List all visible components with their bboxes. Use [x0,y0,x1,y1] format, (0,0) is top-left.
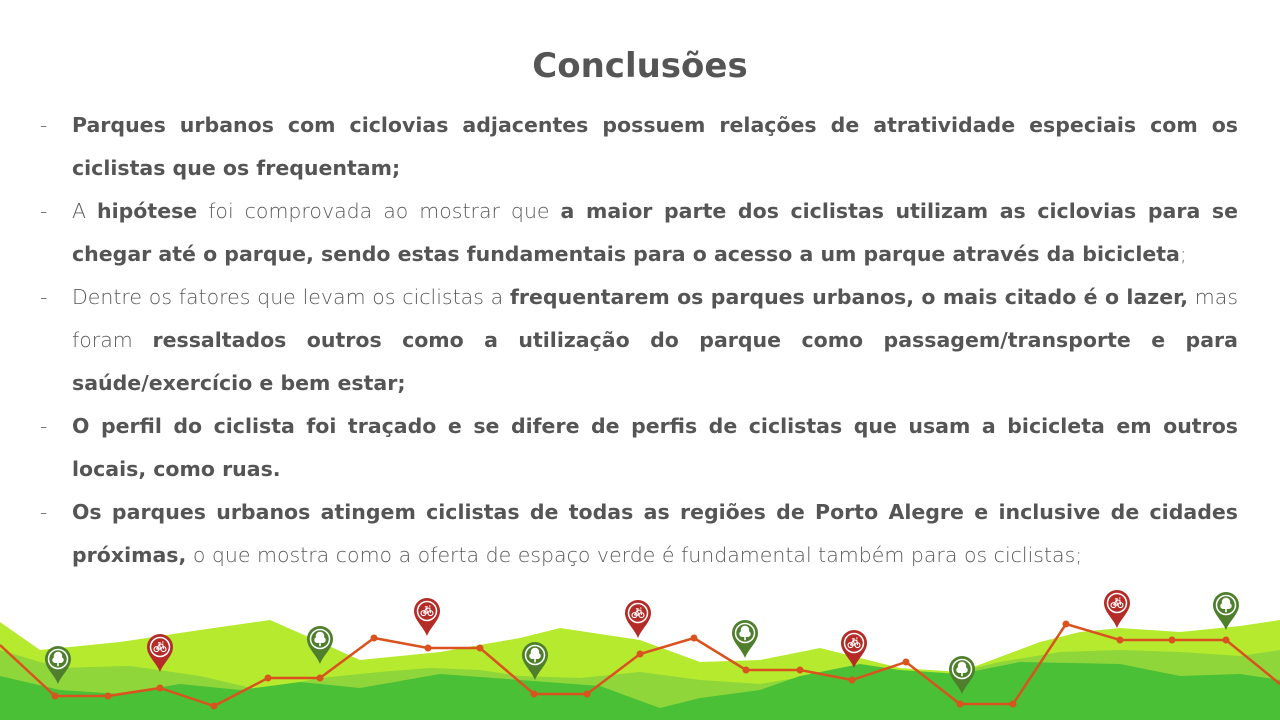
bullet-bold: ressaltados outros como a utilização do parque como passagem/transporte e para saúde/exercício e bem estar; [72,328,1238,395]
bullet-dash: - [40,113,48,137]
bullet-bold: frequentarem os parques urbanos, o mais citado é o lazer, [510,285,1189,309]
bullet-text [72,199,1238,266]
bullet-item [40,104,1238,190]
bullet-dash: - [40,500,48,524]
bullet-normal: A [72,199,98,223]
bullet-bold: a maior parte dos ciclistas utilizam as ciclovias para se chegar até o parque, sendo estas fundamentais para o acesso a um parque através da bicicleta [72,199,1238,266]
landscape-route-footer [0,580,1280,720]
bullet-normal: o que mostra como a oferta de espaço verde é fundamental também para os ciclistas; [186,543,1083,567]
bike-pin-icon [414,598,440,636]
bike-pin-icon [1104,590,1130,628]
bullet-text [72,414,1238,481]
bullet-list [40,104,1238,577]
bullet-text [72,285,1238,395]
tree-pin-icon [1213,592,1239,630]
bullet-normal: mas foram [72,285,1238,352]
bullet-text [72,500,1238,567]
bullet-normal: Dentre os fatores que levam os ciclistas a [72,285,510,309]
bullet-bold: Os parques urbanos atingem ciclistas de todas as regiões de Porto Alegre e inclusive de cidades próximas, [72,500,1238,567]
bullet-dash: - [40,285,48,309]
bullet-text [72,113,1238,180]
bullet-dash: - [40,199,48,223]
bullet-normal: foi comprovada ao mostrar que [197,199,561,223]
bullet-bold: Parques urbanos com ciclovias adjacentes possuem relações de atratividade especiais com os ciclistas que os frequentam; [72,113,1238,180]
bullet-item [40,405,1238,491]
bullet-item [40,276,1238,405]
bullet-bold: hipótese [97,199,198,223]
tree-pin-icon [732,620,758,658]
bullet-item [40,491,1238,577]
bullet-bold: O perfil do ciclista foi traçado e se difere de perfis de ciclistas que usam a bicicleta em outros locais, como ruas. [72,414,1238,481]
bullet-normal: ; [1179,242,1187,266]
bike-pin-icon [625,600,651,638]
bullet-item [40,190,1238,276]
slide-title: Conclusões [532,46,748,86]
bullet-dash: - [40,414,48,438]
